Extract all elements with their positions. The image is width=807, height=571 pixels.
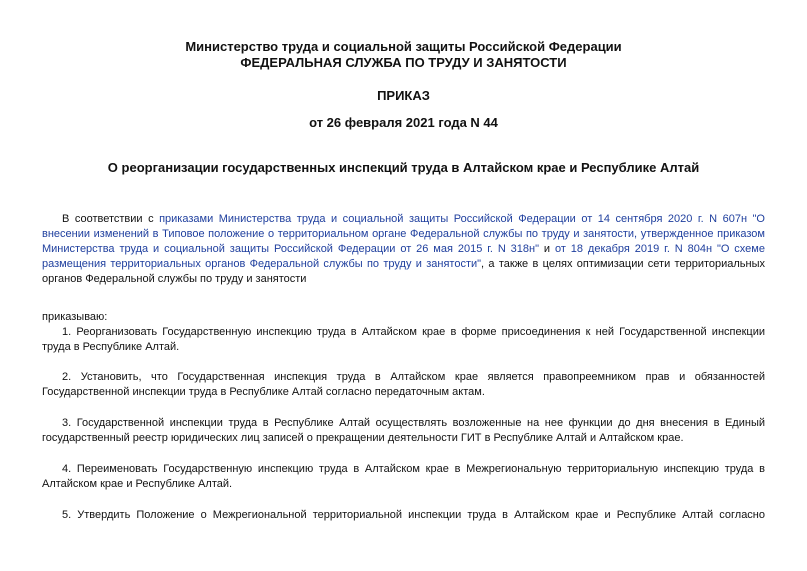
order-804n-link[interactable]: от 18 декабря 2019 г. N 804н "О схеме размещения территориальных органов Федеральной службы по труду и занятости" (42, 243, 765, 270)
order-item-2: 2. Установить, что Государственная инспекция труда в Алтайском крае является правопреемником прав и обязанностей Государственной инспекции труда в Республике Алтай согласно передаточным актам. (42, 371, 765, 398)
preamble-paragraph (42, 212, 765, 287)
preamble-intro: В соответствии с (62, 213, 160, 225)
order-item-1: 1. Реорганизовать Государственную инспекцию труда в Алтайском крае в форме присоединения к ней Государственной инспекции труда в Республике Алтай. (42, 326, 765, 353)
order-item-5: 5. Утвердить Положение о Межрегиональной территориальной инспекции труда в Алтайском крае и Республике Алтай согласно (62, 509, 765, 521)
order-607n-link[interactable]: приказами Министерства труда и социальной защиты Российской Федерации от 14 сентября 2020 г. N 607н "О внесении изменений в Типовое положение о территориальном органе Федеральной службы по труду и занятости, утвержденное приказом Министерства труда и социальной защиты Российской Федерации от 26 мая 2015 г. N 318н" (42, 213, 765, 255)
order-item-3: 3. Государственной инспекции труда в Республике Алтай осуществлять возложенные на нее функции до дня внесения в Единый государственный реестр юридических лиц записей о прекращении деятельности ГИТ в Республике Алтай и Алтайском крае. (42, 417, 765, 444)
document-date: от 26 февраля 2021 года N 44 (309, 115, 498, 130)
document-type: ПРИКАЗ (377, 88, 430, 103)
preamble-tail: , а также в целях оптимизации сети территориальных органов Федеральной службы по труду и занятости (42, 258, 766, 285)
order-word: приказываю: (42, 311, 108, 323)
order-item-4: 4. Переименовать Государственную инспекцию труда в Алтайском крае в Межрегиональную территориальную инспекцию труда в Алтайском крае и Республике Алтай. (42, 463, 765, 490)
service-heading: ФЕДЕРАЛЬНАЯ СЛУЖБА ПО ТРУДУ И ЗАНЯТОСТИ (240, 55, 567, 70)
ministry-heading: Министерство труда и социальной защиты Российской Федерации (185, 39, 622, 54)
preamble-and: и (539, 243, 555, 255)
document-title: О реорганизации государственных инспекций труда в Алтайском крае и Республике Алтай (107, 160, 700, 175)
